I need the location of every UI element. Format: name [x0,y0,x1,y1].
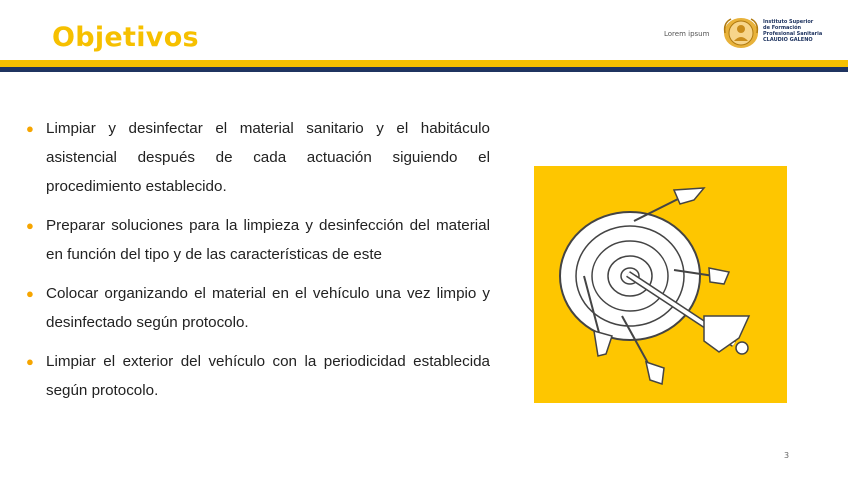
institute-logo-icon [723,17,759,49]
header-lorem-text: Lorem ipsum [664,30,710,38]
bullet-icon: ● [26,286,34,301]
institute-logo-text [763,19,843,43]
list-item [28,211,490,269]
list-item-text: Colocar organizando el material en el vehículo una vez limpio y desinfectado según protocolo. [46,285,490,331]
list-item-text: Limpiar y desinfectar el material sanitario y el habitáculo asistencial después de cada actuación siguiendo el procedimiento establecido. [46,120,490,195]
target-illustration [534,166,787,403]
logo-line: de Formación [763,25,802,31]
header-yellow-bar [0,60,848,67]
page-number: 3 [784,451,790,460]
logo-line: Instituto Superior [763,19,814,25]
list-item [28,347,490,405]
objectives-list [28,114,490,415]
list-item [28,114,490,201]
bullet-icon: ● [26,354,34,369]
slide-title: Objetivos [52,22,199,53]
logo-line: CLAUDIO GALENO [763,37,813,43]
list-item-text: Preparar soluciones para la limpieza y desinfección del material en función del tipo y de las características de este [46,217,490,263]
bullet-icon: ● [26,218,34,233]
list-item-text: Limpiar el exterior del vehículo con la periodicidad establecida según protocolo. [46,353,490,399]
logo-line: Profesional Sanitaria [763,31,823,37]
target-with-arrows-icon [534,166,787,403]
header-navy-bar [0,67,848,72]
bullet-icon: ● [26,121,34,136]
list-item [28,279,490,337]
